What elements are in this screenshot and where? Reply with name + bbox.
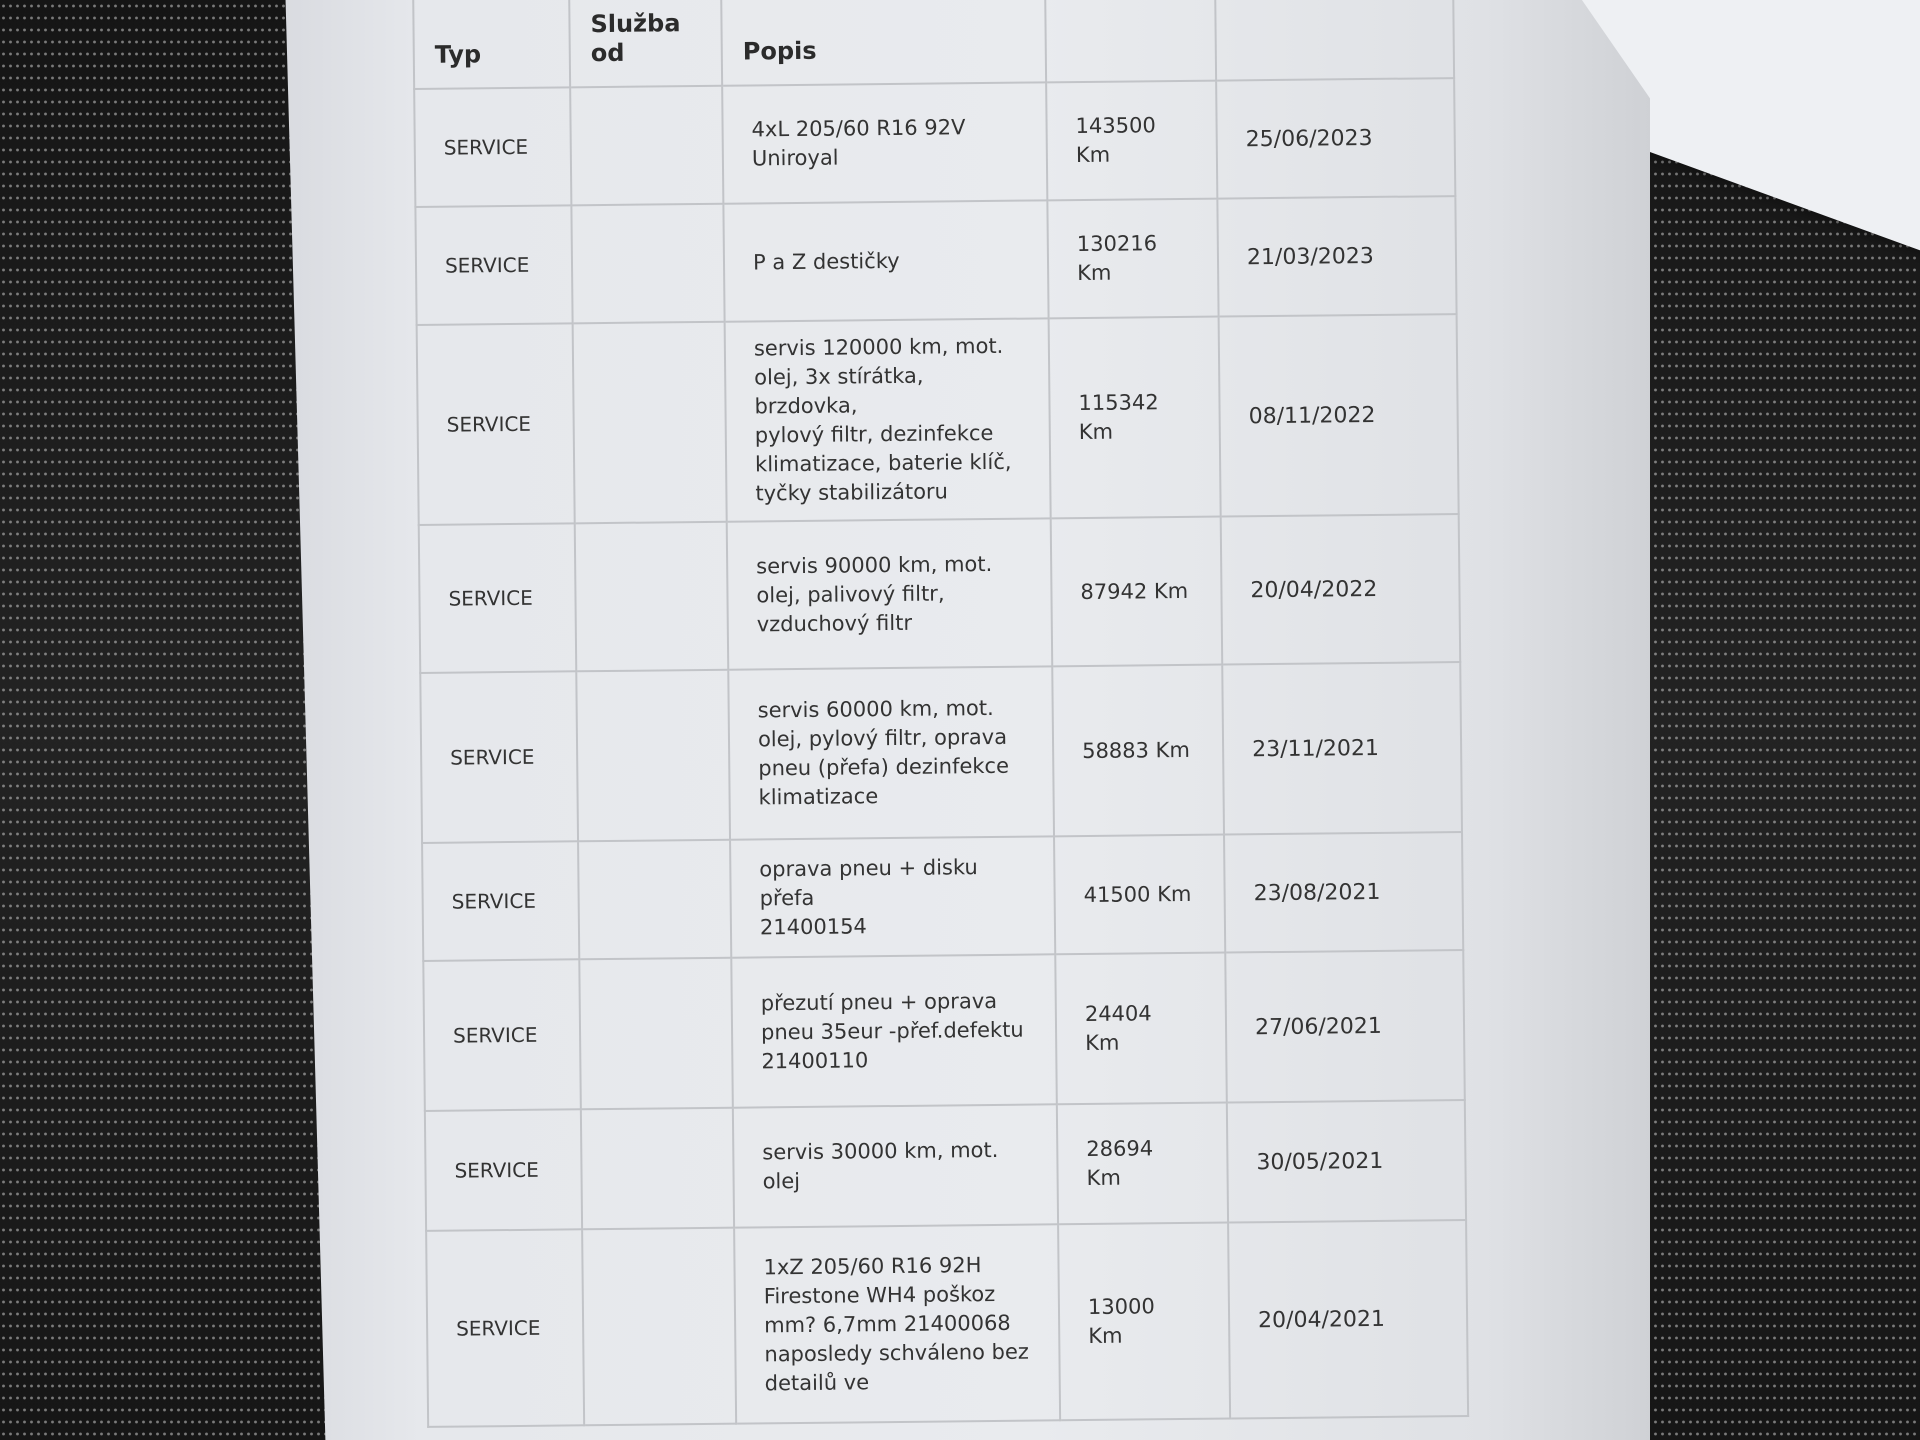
- cell-typ: SERVICE: [426, 1229, 584, 1427]
- header-typ: Typ: [413, 0, 570, 89]
- table-row: [420, 662, 1462, 843]
- cell-sluzba-od: [570, 86, 723, 206]
- cell-sluzba-od: [579, 958, 733, 1110]
- table-row: [415, 196, 1456, 325]
- cell-typ: SERVICE: [423, 959, 581, 1111]
- cell-km: 87942 Km: [1051, 517, 1223, 667]
- cell-popis: servis 120000 km, mot. olej, 3x stírátka, brzdovka, pylový filtr, dezinfekce klimatizace, baterie klíč, tyčky stabilizátoru: [725, 318, 1051, 521]
- header-datum: [1215, 0, 1454, 81]
- cell-km: 28694 Km: [1057, 1103, 1228, 1225]
- cell-km: 143500 Km: [1046, 81, 1217, 201]
- cell-popis: servis 30000 km, mot. olej: [733, 1104, 1058, 1227]
- cell-sluzba-od: [576, 670, 730, 842]
- cell-typ: SERVICE: [415, 205, 572, 325]
- cell-km: 130216 Km: [1047, 199, 1218, 319]
- cell-datum: 21/03/2023: [1217, 196, 1456, 316]
- cell-datum: 23/11/2021: [1222, 662, 1462, 834]
- cell-km: 24404 Km: [1055, 953, 1227, 1105]
- cell-datum: 23/08/2021: [1224, 832, 1463, 952]
- header-popis: Popis: [721, 0, 1046, 86]
- cell-datum: 20/04/2022: [1221, 514, 1461, 664]
- cell-datum: 25/06/2023: [1216, 78, 1455, 198]
- cell-km: 41500 Km: [1054, 835, 1225, 955]
- table-header-row: [413, 0, 1454, 89]
- cell-km: 13000 Km: [1058, 1223, 1230, 1421]
- cell-datum: 27/06/2021: [1225, 950, 1465, 1102]
- cell-popis: 4xL 205/60 R16 92V Uniroyal: [722, 82, 1047, 203]
- table-row: [426, 1220, 1468, 1427]
- cell-popis: přezutí pneu + oprava pneu 35eur -přef.defektu 21400110: [731, 954, 1057, 1107]
- cell-typ: SERVICE: [419, 523, 577, 673]
- cell-sluzba-od: [582, 1228, 736, 1426]
- cell-sluzba-od: [573, 322, 727, 524]
- table-row: [423, 950, 1465, 1111]
- cell-sluzba-od: [575, 522, 729, 672]
- cell-typ: SERVICE: [414, 87, 571, 207]
- header-km: [1045, 0, 1216, 82]
- table-row: [419, 514, 1460, 673]
- header-sluzba-od: Služba od: [569, 0, 722, 87]
- table-row: [422, 832, 1463, 961]
- cell-typ: SERVICE: [425, 1109, 582, 1231]
- cell-sluzba-od: [581, 1108, 734, 1230]
- service-history-table: [412, 0, 1469, 1428]
- cell-popis: servis 60000 km, mot. olej, pylový filtr, oprava pneu (přefa) dezinfekce klimatizace: [728, 666, 1054, 839]
- cell-sluzba-od: [571, 204, 724, 324]
- cell-datum: 08/11/2022: [1219, 314, 1459, 516]
- cell-typ: SERVICE: [420, 671, 578, 843]
- cell-typ: SERVICE: [422, 841, 579, 961]
- cell-km: 58883 Km: [1052, 665, 1224, 837]
- cell-popis: servis 90000 km, mot. olej, palivový filtr, vzduchový filtr: [727, 518, 1053, 669]
- table-row: [417, 314, 1459, 525]
- cell-popis: 1xZ 205/60 R16 92H Firestone WH4 poškoz mm? 6,7mm 21400068 naposledy schváleno bez detailů ve: [734, 1224, 1060, 1423]
- cell-datum: 30/05/2021: [1227, 1100, 1466, 1222]
- cell-datum: 20/04/2021: [1228, 1220, 1468, 1418]
- cell-popis: P a Z destičky: [723, 200, 1048, 321]
- cell-km: 115342 Km: [1049, 317, 1221, 519]
- cell-typ: SERVICE: [417, 323, 575, 525]
- cell-sluzba-od: [578, 840, 731, 960]
- cell-popis: oprava pneu + disku přefa 21400154: [730, 836, 1055, 957]
- table-row: [414, 78, 1455, 207]
- table-row: [425, 1100, 1466, 1231]
